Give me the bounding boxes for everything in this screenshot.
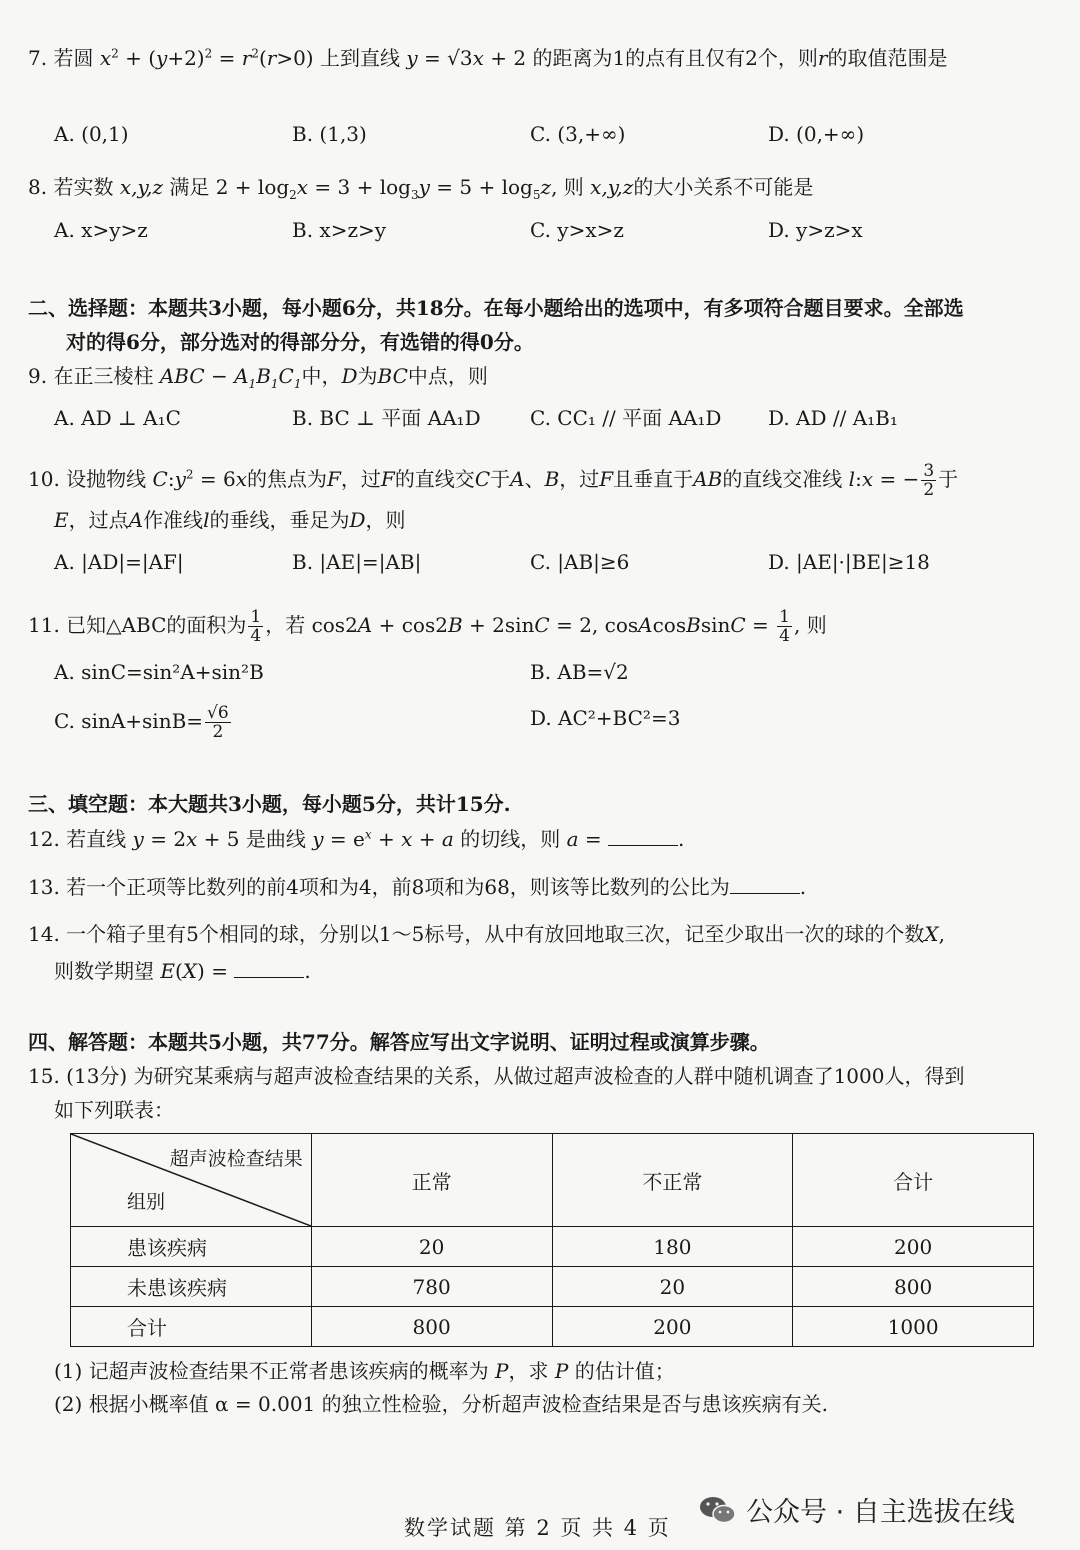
q11-option-b[interactable]: B. AB=√2 [530,660,629,684]
q10-option-a[interactable]: A. |AD|=|AF| [54,550,184,574]
table-cell: 800 [793,1267,1034,1307]
q15-part2: (2) 根据小概率值 α = 0.001 的独立性检验，分析超声波检查结果是否与患该疾病有关. [54,1392,828,1416]
q11-option-d[interactable]: D. AC²+BC²=3 [530,706,681,730]
table-header: 合计 [793,1134,1034,1227]
q8-option-c[interactable]: C. y>x>z [530,218,624,242]
q9-option-c[interactable]: C. CC₁ // 平面 AA₁D [530,406,722,430]
table-row-label: 患该疾病 [71,1227,312,1267]
q14-answer-blank[interactable] [234,957,304,978]
q14-stem: 14. 一个箱子里有5个相同的球，分别以1～5标号，从中有放回地取三次，记至少取出一次的球的个数X, [28,922,945,946]
q11-stem: 11. 已知△ABC的面积为 $\frac{1}{4}$ ，若 cos2A + cos2B + 2sinC = 2, cosAcosBsinC = $\frac{1}{4}$ , 则 [28,607,827,646]
q11-area-fraction: $\frac{1}{4}$ [250,607,262,646]
table-cell: 200 [552,1307,793,1347]
q8-option-d[interactable]: D. y>z>x [768,218,863,242]
q9-stem: 9. 在正三棱柱 ABC − $A_1B_1C_1$中，D为BC中点，则 [28,364,488,391]
watermark [698,1490,1015,1529]
q9-option-a[interactable]: A. AD ⊥ A₁C [54,406,181,430]
table-header-row [71,1134,1034,1227]
q13-answer-blank[interactable] [730,873,800,894]
q7-line-eq: y = √3x + 2 [406,46,527,70]
q10-stem-cont: E，过点A作准线l的垂线，垂足为D，则 [54,508,406,532]
watermark-label: 公众号 · 自主选拔在线 [746,1497,1015,1528]
q8-option-b[interactable]: B. x>z>y [292,218,387,242]
q9-option-d[interactable]: D. AD // A₁B₁ [768,406,898,430]
table-cell: 180 [552,1227,793,1267]
q7-circle-eq: $x^2 + (y+2)^2 = r^2(r>0)$ [99,46,314,70]
section2-heading: 二、选择题：本题共3小题，每小题6分，共18分。在每小题给出的选项中，有多项符合题目要求。全部选 [28,296,964,320]
q7-option-b[interactable]: B. (1,3) [292,122,367,146]
table-cell: 800 [311,1307,552,1347]
table-row [71,1267,1034,1307]
q7-stem: 7. 若圆 $x^2 + (y+2)^2 = r^2(r>0)$ 上到直线 y = √3x + 2 的距离为1的点有且仅有2个，则r的取值范围是 [28,46,948,70]
table-header: 不正常 [552,1134,793,1227]
q7-option-c[interactable]: C. (3,+∞) [530,122,626,146]
q9-prism: ABC − $A_1B_1C_1$ [159,364,302,391]
section3-heading: 三、填空题：本大题共3小题，每小题5分，共计15分. [28,792,511,816]
section4-heading: 四、解答题：本题共5小题，共77分。解答应写出文字说明、证明过程或演算步骤。 [28,1030,770,1054]
table-cell: 200 [793,1227,1034,1267]
table-row [71,1307,1034,1347]
section2-heading-cont: 对的得6分，部分选对的得部分分，有选错的得0分。 [66,330,534,354]
q10-parabola: $C:y^2 = 6x$ [152,467,248,491]
table-row-label: 未患该疾病 [71,1267,312,1307]
q7-option-d[interactable]: D. (0,+∞) [768,122,865,146]
q13-stem: 13. 若一个正项等比数列的前4项和为4，前8项和为68，则该等比数列的公比为 . [28,875,807,899]
q15-part1: (1) 记超声波检查结果不正常者患该疾病的概率为 P，求 P 的估计值； [54,1359,675,1383]
q10-option-d[interactable]: D. |AE|·|BE|≥18 [768,550,930,574]
q10-stem: 10. 设抛物线 $C:y^2 = 6x$的焦点为F，过F的直线交C于A、B，过F且垂直于AB的直线交准线 l:x = − $\frac{3}{2}$ 于 [28,461,959,500]
table-cell: 1000 [793,1307,1034,1347]
q10-option-c[interactable]: C. |AB|≥6 [530,550,630,574]
q7-option-a[interactable]: A. (0,1) [54,122,129,146]
q14-stem-cont: 则数学期望 E(X) = . [54,959,311,983]
wechat-icon [698,1494,738,1526]
q15-stem: 15. (13分) 为研究某乘病与超声波检查结果的关系，从做过超声波检查的人群中随机调查了1000人，得到 [28,1064,965,1088]
q11-option-c[interactable]: C. sinA+sinB= $\frac{√6}{2}$ [54,703,229,742]
table-row-label: 合计 [71,1307,312,1347]
q11-condition: cos2A + cos2B + 2sinC = 2, cosAcosBsinC = $\frac{1}{4}$ , [311,607,801,646]
q11-option-c-fraction: $\frac{√6}{2}$ [207,703,229,742]
table-row [71,1227,1034,1267]
table-cell: 20 [552,1267,793,1307]
q10-fraction: $\frac{3}{2}$ [923,461,935,500]
q10-option-b[interactable]: B. |AE|=|AB| [292,550,422,574]
q8-option-a[interactable]: A. x>y>z [54,218,148,242]
page-footer: 数学试题 第 2 页 共 4 页 [404,1516,671,1540]
contingency-table [70,1133,1034,1347]
q12-answer-blank[interactable] [608,825,678,846]
q12-stem: 12. 若直线 y = 2x + 5 是曲线 $y = e^x + x + a$ 的切线，则 a = . [28,827,685,851]
q8-stem: 8. 若实数 x,y,z 满足 $2 + \log_2x = 3 + \log_3y = 5 + \log_5z$, 则 x,y,z的大小关系不可能是 [28,175,814,202]
table-cell: 780 [311,1267,552,1307]
table-corner-cell: 超声波检查结果 组别 [71,1134,312,1227]
q9-option-b[interactable]: B. BC ⊥ 平面 AA₁D [292,406,481,430]
table-cell: 20 [311,1227,552,1267]
q8-log-eq: $2 + \log_2x = 3 + \log_3y = 5 + \log_5z$, [215,175,558,202]
q15-stem-cont: 如下列联表： [54,1098,174,1122]
table-header: 正常 [311,1134,552,1227]
q11-option-a[interactable]: A. sinC=sin²A+sin²B [54,660,264,684]
